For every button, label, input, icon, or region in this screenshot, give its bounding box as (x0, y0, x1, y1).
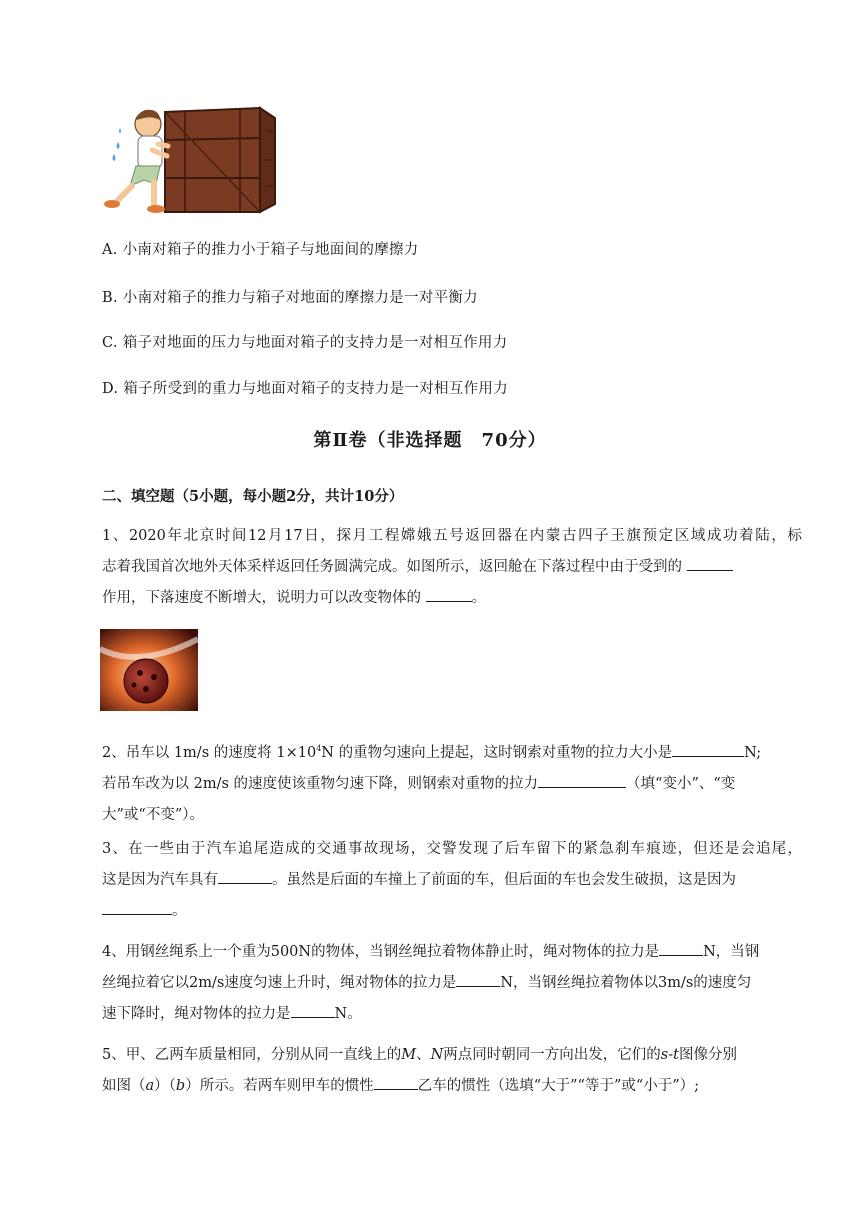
answer-blank[interactable] (291, 1003, 335, 1018)
question-2-text: N 的重物匀速向上提起，这时钢索对重物的拉力大小是 (321, 744, 673, 761)
variable-t: t (673, 1047, 679, 1063)
question-5-text: 乙车的惯性（选填“大于”“等于”或“小于”）; (417, 1078, 700, 1094)
question-5-line-1 (102, 1040, 802, 1071)
question-4-text: N，当钢 (703, 944, 760, 960)
answer-blank[interactable] (102, 900, 172, 915)
answer-blank[interactable] (374, 1075, 418, 1090)
question-1-line-1: 1、2020年北京时间12月17日，探月工程嫦娥五号返回器在内蒙古四子王旗预定区域成功着陆，标 (102, 528, 802, 544)
question-4-text: 速下降时，绳对物体的拉力是 (102, 1006, 291, 1022)
answer-blank[interactable] (426, 587, 472, 602)
question-2-line-1 (102, 733, 802, 769)
question-4-text: 4、用钢丝绳系上一个重为500N的物体，当钢丝绳拉着物体静止时，绳对物体的拉力是 (102, 944, 660, 960)
question-3-line-3 (102, 896, 802, 927)
question-5-text: 、 (416, 1047, 431, 1063)
question-1-text: 作用，下落速度不断增大，说明力可以改变物体的 (102, 590, 421, 606)
question-5-text: - (668, 1047, 674, 1063)
section-title: 第Ⅱ卷（非选择题 70分） (313, 430, 547, 451)
question-5-text: 图像分别 (678, 1047, 737, 1063)
option-a: A. 小南对箱子的推力小于箱子与地面间的摩擦力 (102, 242, 419, 258)
answer-blank[interactable] (687, 556, 733, 571)
question-3-text: 。 (172, 903, 187, 919)
question-3-line-1: 3、在一些由于汽车追尾造成的交通事故现场，交警发现了后车留下的紧急刹车痕迹，但还是会追尾， (102, 841, 802, 857)
figure-b-label: b (175, 1078, 186, 1094)
option-d: D. 箱子所受到的重力与地面对箱子的支持力是一对相互作用力 (102, 381, 509, 397)
question-1-text: 志着我国首次地外天体采样返回任务圆满完成。如图所示，返回舱在下落过程中由于受到的 (102, 559, 682, 575)
option-b: B. 小南对箱子的推力与箱子对地面的摩擦力是一对平衡力 (102, 290, 478, 306)
exponent: 4 (316, 744, 322, 753)
variable-s: s (660, 1047, 669, 1063)
reentry-capsule-photo (100, 629, 198, 711)
answer-blank[interactable] (456, 972, 500, 987)
question-5-line-2 (102, 1071, 802, 1102)
question-4-text: N。 (334, 1006, 362, 1022)
question-4-line-1 (102, 937, 802, 968)
question-4-line-3 (102, 999, 802, 1030)
question-3-line-2 (102, 865, 802, 896)
answer-blank[interactable] (659, 941, 703, 956)
question-3 (102, 834, 802, 927)
point-m-label: M (401, 1047, 417, 1063)
question-2-text: （填“变小”、“变 (626, 775, 736, 792)
question-4-text: N，当钢丝绳拉着物体以3m/s的速度匀 (500, 975, 752, 991)
figure-a-label: a (145, 1078, 155, 1094)
answer-blank[interactable] (538, 773, 626, 788)
question-2-line-3: 大”或“不变”）。 (102, 806, 204, 823)
question-1 (102, 521, 802, 614)
question-2 (102, 733, 802, 831)
question-5-text: 如图（ (102, 1078, 146, 1094)
question-2-text: N; (744, 744, 762, 761)
section-heading: 二、填空题（5小题，每小题2分，共计10分） (102, 488, 404, 505)
question-1-text: 。 (471, 590, 487, 606)
question-4-text: 丝绳拉着它以2m/s速度匀速上升时，绳对物体的拉力是 (102, 975, 457, 991)
option-c: C. 箱子对地面的压力与地面对箱子的支持力是一对相互作用力 (102, 335, 508, 351)
question-5-text: 5、甲、乙两车质量相同，分别从同一直线上的 (102, 1047, 402, 1063)
question-4 (102, 937, 802, 1030)
question-4-line-2 (102, 968, 802, 999)
point-n-label: N (430, 1047, 444, 1063)
question-1-line-2 (102, 552, 802, 583)
question-5-text: 两点同时朝同一方向出发，它们的 (443, 1047, 661, 1063)
question-5-text: ）（ (154, 1078, 176, 1094)
question-5 (102, 1040, 802, 1102)
question-2-text: 2、吊车以 1m/s 的速度将 1×10 (102, 744, 317, 761)
question-3-text: 这是因为汽车具有 (102, 872, 218, 888)
question-2-line-2 (102, 769, 802, 800)
boy-pushing-crate-illustration (100, 100, 280, 218)
answer-blank[interactable] (218, 869, 272, 884)
question-5-text: ）所示。若两车则甲车的惯性 (185, 1078, 374, 1094)
question-1-line-3 (102, 583, 802, 614)
question-3-text: 。虽然是后面的车撞上了前面的车，但后面的车也会发生破损，这是因为 (272, 872, 736, 888)
answer-blank[interactable] (672, 742, 744, 757)
question-2-text: 若吊车改为以 2m/s 的速度使该重物匀速下降，则钢索对重物的拉力 (102, 775, 539, 792)
